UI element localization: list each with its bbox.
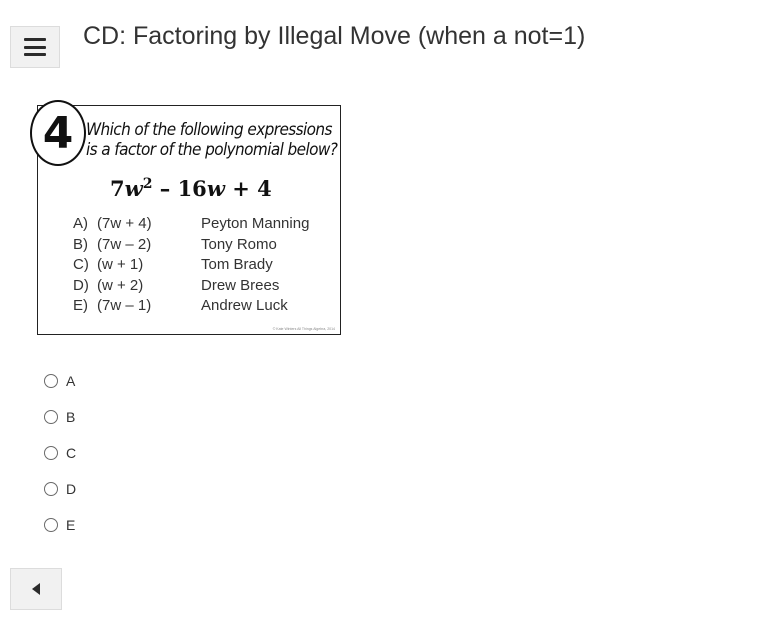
option-name: Peyton Manning (201, 215, 310, 232)
menu-button[interactable] (10, 26, 60, 68)
option-row (73, 255, 309, 276)
option-row (73, 296, 309, 317)
question-text (86, 120, 336, 160)
option-letter: C) (73, 256, 89, 273)
question-image (37, 105, 341, 335)
option-name: Drew Brees (201, 276, 280, 294)
question-line-2: is a factor of the polynomial below? (86, 140, 338, 160)
choice-d[interactable] (44, 480, 76, 498)
option-name: Tony Romo (201, 235, 277, 253)
option-letter: B) (73, 235, 88, 253)
radio-button[interactable] (44, 410, 58, 424)
choice-e[interactable] (44, 516, 76, 534)
option-letter: A) (73, 215, 88, 232)
choice-c[interactable] (44, 444, 76, 462)
expr-coef1: 7 (110, 176, 125, 201)
back-button[interactable] (10, 568, 62, 610)
option-expression: (w + 2) (97, 276, 144, 294)
answer-options (73, 214, 309, 317)
option-row (73, 214, 309, 235)
option-row (73, 276, 309, 297)
radio-button[interactable] (44, 374, 58, 388)
polynomial-expression (110, 176, 272, 201)
choice-label[interactable]: A (66, 373, 76, 389)
expr-middle: – 16 (152, 176, 207, 201)
choice-label[interactable]: E (66, 517, 76, 533)
expr-var1: w (124, 176, 143, 201)
expr-var2: w (206, 176, 225, 201)
radio-button[interactable] (44, 518, 58, 532)
choice-b[interactable] (44, 408, 76, 426)
hamburger-icon (24, 38, 46, 56)
option-letter: E) (73, 297, 88, 314)
expr-tail: + 4 (224, 176, 272, 201)
choice-label[interactable]: B (66, 409, 76, 425)
choice-label[interactable]: D (66, 481, 77, 497)
triangle-left-icon (32, 583, 40, 595)
option-expression: (w + 1) (97, 256, 144, 273)
option-expression: (7w + 4) (97, 215, 152, 232)
answer-choices (44, 372, 76, 552)
copyright-text: © Kate Winters All Things Algebra, 2014 (272, 327, 335, 331)
page-title: CD: Factoring by Illegal Move (when a not=1) (83, 22, 586, 50)
question-number: 4 (30, 100, 86, 166)
radio-button[interactable] (44, 446, 58, 460)
radio-button[interactable] (44, 482, 58, 496)
choice-a[interactable] (44, 372, 76, 390)
option-row (73, 235, 309, 256)
option-name: Tom Brady (201, 256, 273, 273)
option-name: Andrew Luck (201, 297, 288, 314)
option-letter: D) (73, 276, 89, 294)
choice-label[interactable]: C (66, 445, 77, 461)
expr-exponent: 2 (142, 176, 153, 192)
option-expression: (7w – 2) (97, 235, 152, 253)
question-line-1: Which of the following expressions (86, 120, 332, 140)
option-expression: (7w – 1) (97, 297, 152, 314)
